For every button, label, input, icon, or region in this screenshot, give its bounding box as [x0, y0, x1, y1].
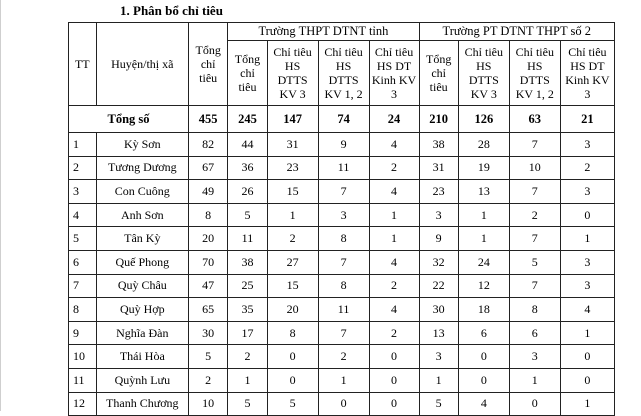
quota-cell: 0	[560, 203, 614, 227]
district-name: Kỳ Sơn	[96, 133, 188, 157]
quota-cell: 47	[189, 274, 228, 298]
quota-cell: 8	[318, 274, 369, 298]
table-row	[69, 345, 615, 369]
quota-cell: 3	[419, 203, 458, 227]
quota-cell: 5	[189, 345, 228, 369]
quota-cell: 2	[560, 156, 614, 180]
quota-cell: 82	[189, 133, 228, 157]
district-name: Nghĩa Đàn	[96, 321, 188, 345]
district-name: Thái Hòa	[96, 345, 188, 369]
quota-cell: 8	[509, 298, 560, 322]
quota-cell: 4	[458, 392, 509, 416]
quota-cell: 5	[267, 392, 318, 416]
quota-cell: 8	[318, 227, 369, 251]
quota-cell: 1	[560, 227, 614, 251]
table-row	[69, 298, 615, 322]
quota-cell: 17	[228, 321, 267, 345]
quota-cell: 26	[228, 180, 267, 204]
quota-cell: 20	[267, 298, 318, 322]
row-number: 3	[69, 180, 97, 204]
header-g2-dtts-kv3: Chỉ tiêu HS DTTS KV 3	[458, 41, 509, 106]
quota-cell: 30	[189, 321, 228, 345]
quota-cell: 31	[267, 133, 318, 157]
quota-cell: 32	[419, 250, 458, 274]
quota-cell: 65	[189, 298, 228, 322]
table-row	[69, 227, 615, 251]
quota-cell: 67	[189, 156, 228, 180]
quota-cell: 44	[228, 133, 267, 157]
quota-cell: 2	[189, 368, 228, 392]
quota-cell: 1	[369, 227, 419, 251]
quota-cell: 24	[458, 250, 509, 274]
row-number: 10	[69, 345, 97, 369]
quota-cell: 11	[228, 227, 267, 251]
header-g2-dtts-kv12: Chỉ tiêu HS DTTS KV 1, 2	[509, 41, 560, 106]
district-name: Tân Kỳ	[96, 227, 188, 251]
quota-cell: 27	[267, 250, 318, 274]
quota-cell: 7	[509, 180, 560, 204]
quota-cell: 3	[419, 345, 458, 369]
header-total: Tổng chỉ tiêu	[189, 23, 228, 106]
quota-cell: 35	[228, 298, 267, 322]
section-heading: 1. Phân bổ chỉ tiêu	[120, 3, 223, 18]
table-row	[69, 321, 615, 345]
quota-cell: 31	[419, 156, 458, 180]
quota-cell: 1	[318, 368, 369, 392]
district-name: Quỳ Châu	[96, 274, 188, 298]
quota-cell: 36	[228, 156, 267, 180]
quota-cell: 3	[560, 274, 614, 298]
row-number: 6	[69, 250, 97, 274]
header-g1-dtts-kv12: Chỉ tiêu HS DTTS KV 1, 2	[318, 41, 369, 106]
quota-cell: 7	[509, 274, 560, 298]
quota-cell: 1	[369, 203, 419, 227]
quota-cell: 10	[189, 392, 228, 416]
quota-cell: 1	[228, 368, 267, 392]
quota-cell: 23	[419, 180, 458, 204]
table-row	[69, 392, 615, 416]
quota-cell: 18	[458, 298, 509, 322]
row-number: 1	[69, 133, 97, 157]
quota-cell: 4	[560, 298, 614, 322]
district-name: Quế Phong	[96, 250, 188, 274]
district-name: Con Cuông	[96, 180, 188, 204]
total-row	[69, 106, 615, 133]
quota-cell: 5	[419, 392, 458, 416]
total-value: 245	[228, 106, 267, 133]
district-name: Anh Sơn	[96, 203, 188, 227]
quota-cell: 1	[458, 227, 509, 251]
total-value: 24	[369, 106, 419, 133]
quota-cell: 23	[267, 156, 318, 180]
quota-cell: 8	[267, 321, 318, 345]
quota-cell: 3	[509, 345, 560, 369]
district-name: Thanh Chương	[96, 392, 188, 416]
quota-cell: 5	[228, 203, 267, 227]
quota-cell: 7	[318, 180, 369, 204]
quota-cell: 9	[318, 133, 369, 157]
total-value: 74	[318, 106, 369, 133]
quota-cell: 70	[189, 250, 228, 274]
quota-cell: 2	[267, 227, 318, 251]
table-row	[69, 274, 615, 298]
quota-cell: 6	[458, 321, 509, 345]
quota-cell: 7	[318, 321, 369, 345]
quota-cell: 9	[419, 227, 458, 251]
table-body	[69, 133, 615, 416]
total-value: 455	[189, 106, 228, 133]
quota-cell: 49	[189, 180, 228, 204]
header-g2-kinh-kv3: Chỉ tiêu HS DT Kinh KV 3	[560, 41, 614, 106]
total-value: 63	[509, 106, 560, 133]
quota-cell: 4	[369, 133, 419, 157]
quota-cell: 1	[509, 368, 560, 392]
quota-cell: 2	[228, 345, 267, 369]
quota-cell: 12	[458, 274, 509, 298]
district-name: Quỳ Hợp	[96, 298, 188, 322]
row-number: 2	[69, 156, 97, 180]
header-tt: TT	[69, 23, 97, 106]
quota-cell: 38	[419, 133, 458, 157]
allocation-table	[68, 22, 615, 416]
quota-cell: 3	[318, 203, 369, 227]
header-g2-total: Tổng chỉ tiêu	[419, 41, 458, 106]
quota-cell: 3	[560, 250, 614, 274]
quota-cell: 1	[560, 392, 614, 416]
quota-cell: 11	[318, 156, 369, 180]
quota-cell: 7	[509, 227, 560, 251]
quota-cell: 25	[228, 274, 267, 298]
header-district: Huyện/thị xã	[96, 23, 188, 106]
quota-cell: 0	[369, 392, 419, 416]
header-group-dtnt-so2: Trường PT DTNT THPT số 2	[419, 23, 614, 41]
quota-cell: 0	[267, 368, 318, 392]
header-g1-total: Tổng chỉ tiêu	[228, 41, 267, 106]
quota-cell: 0	[369, 345, 419, 369]
quota-cell: 2	[369, 274, 419, 298]
row-number: 12	[69, 392, 97, 416]
row-number: 9	[69, 321, 97, 345]
quota-cell: 3	[560, 133, 614, 157]
row-number: 5	[69, 227, 97, 251]
header-row-groups	[69, 23, 615, 41]
quota-cell: 2	[318, 345, 369, 369]
table-row	[69, 250, 615, 274]
table-row	[69, 180, 615, 204]
header-g1-kinh-kv3: Chỉ tiêu HS DT Kinh KV 3	[369, 41, 419, 106]
quota-cell: 7	[318, 250, 369, 274]
district-name: Tương Dương	[96, 156, 188, 180]
quota-cell: 4	[369, 180, 419, 204]
quota-cell: 2	[369, 321, 419, 345]
quota-cell: 13	[458, 180, 509, 204]
quota-cell: 6	[509, 321, 560, 345]
quota-cell: 8	[189, 203, 228, 227]
total-value: 21	[560, 106, 614, 133]
row-number: 4	[69, 203, 97, 227]
quota-cell: 2	[509, 203, 560, 227]
total-value: 210	[419, 106, 458, 133]
total-label: Tổng số	[69, 106, 189, 133]
total-value: 126	[458, 106, 509, 133]
quota-cell: 4	[369, 250, 419, 274]
quota-cell: 4	[369, 298, 419, 322]
quota-cell: 10	[509, 156, 560, 180]
quota-cell: 5	[228, 392, 267, 416]
quota-cell: 0	[458, 368, 509, 392]
district-name: Quỳnh Lưu	[96, 368, 188, 392]
header-group-dtnt-tinh: Trường THPT DTNT tỉnh	[228, 23, 419, 41]
quota-cell: 0	[369, 368, 419, 392]
quota-cell: 20	[189, 227, 228, 251]
quota-cell: 11	[318, 298, 369, 322]
quota-cell: 0	[560, 368, 614, 392]
quota-cell: 30	[419, 298, 458, 322]
table-row	[69, 203, 615, 227]
header-g1-dtts-kv3: Chỉ tiêu HS DTTS KV 3	[267, 41, 318, 106]
table-row	[69, 133, 615, 157]
quota-cell: 15	[267, 274, 318, 298]
row-number: 11	[69, 368, 97, 392]
quota-cell: 7	[509, 133, 560, 157]
quota-cell: 2	[369, 156, 419, 180]
quota-cell: 38	[228, 250, 267, 274]
quota-cell: 0	[458, 345, 509, 369]
quota-cell: 1	[458, 203, 509, 227]
row-number: 8	[69, 298, 97, 322]
quota-cell: 0	[267, 345, 318, 369]
table-row	[69, 368, 615, 392]
quota-cell: 0	[509, 392, 560, 416]
quota-cell: 19	[458, 156, 509, 180]
quota-cell: 1	[267, 203, 318, 227]
quota-cell: 0	[318, 392, 369, 416]
quota-cell: 15	[267, 180, 318, 204]
table-row	[69, 156, 615, 180]
quota-cell: 0	[560, 345, 614, 369]
page-edge-line	[0, 0, 1, 411]
total-value: 147	[267, 106, 318, 133]
row-number: 7	[69, 274, 97, 298]
quota-cell: 28	[458, 133, 509, 157]
quota-cell: 22	[419, 274, 458, 298]
quota-cell: 1	[560, 321, 614, 345]
quota-cell: 13	[419, 321, 458, 345]
quota-cell: 5	[509, 250, 560, 274]
quota-cell: 1	[419, 368, 458, 392]
quota-cell: 3	[560, 180, 614, 204]
